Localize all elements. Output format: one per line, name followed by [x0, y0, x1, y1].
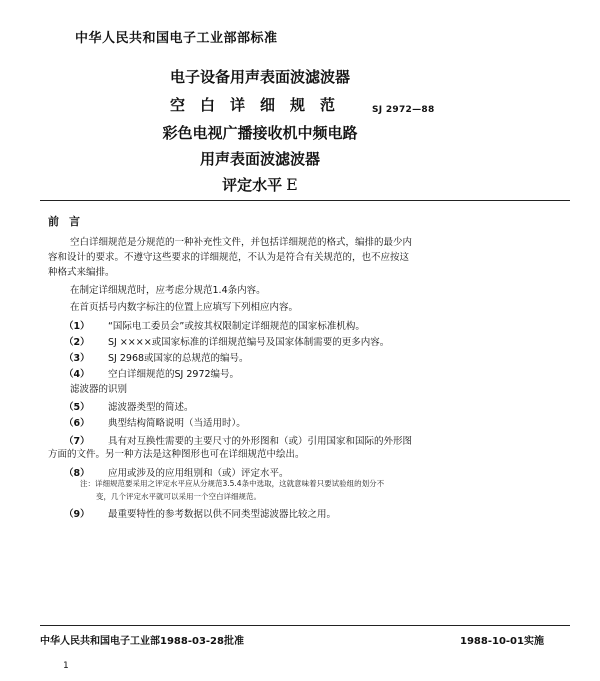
item-number: （5） [64, 402, 90, 413]
item-number: （6） [64, 418, 90, 429]
issuer-header: 中华人民共和国电子工业部部标准 [75, 31, 278, 46]
title-line-1: 电子设备用声表面波滤波器 [169, 68, 350, 86]
title-line-2: 空白详细规范 [169, 96, 350, 114]
item-text: 应用或涉及的应用组别和（或）评定水平。 [108, 468, 289, 479]
list-item [0, 399, 600, 413]
list-item [0, 506, 600, 520]
item-number: （7） [64, 436, 90, 447]
item-text: 典型结构简略说明（当适用时）。 [108, 418, 246, 429]
top-divider [40, 200, 570, 201]
assessment-level-letter: E [286, 175, 298, 194]
item-number: （1） [64, 321, 90, 332]
item-text: SJ ××××或国家标准的详细规范编号及国家体制需要的更多内容。 [108, 337, 390, 348]
item7-continuation: 方面的文件。另一种方法是这种图形也可在详细规范中绘出。 [48, 449, 305, 460]
list-item [0, 465, 600, 479]
list-item [0, 366, 600, 380]
para2: 在制定详细规范时，应考虑分规范1.4条内容。 [70, 285, 266, 296]
bottom-divider [40, 625, 570, 626]
note-line2: 变，几个评定水平就可以采用一个空白详细规范。 [96, 492, 261, 501]
para1-line1: 空白详细规范是分规范的一种补充性文件，并包括详细规范的格式，编排的最少内 [70, 237, 413, 248]
preface-heading: 前言 [48, 215, 90, 228]
title-line-3: 彩色电视广播接收机中频电路 [162, 124, 358, 142]
list-item [0, 318, 600, 332]
issued-date: 中华人民共和国电子工业部1988-03-28批准 [40, 636, 244, 647]
para1-line2: 容和设计的要求。不遵守这些要求的详细规范，不认为是符合有关规范的，也不应按这 [48, 252, 410, 263]
item-number: （8） [64, 468, 90, 479]
item-text: 空白详细规范的SJ 2972编号。 [108, 369, 240, 380]
list-item [0, 415, 600, 429]
item-text: SJ 2968或国家的总规范的编号。 [108, 353, 249, 364]
item-number: （9） [64, 509, 90, 520]
item-text: 滤波器类型的简述。 [108, 402, 194, 413]
item-text: “国际电工委员会”或按其权限制定详细规范的国家标准机构。 [108, 321, 365, 332]
list-item [0, 350, 600, 364]
title-line-5 [0, 174, 520, 195]
title-line-4: 用声表面波滤波器 [199, 150, 320, 168]
effective-date: 1988-10-01实施 [460, 636, 544, 647]
para1-line3: 种格式来编排。 [48, 267, 115, 278]
para3: 在首页括号内数字标注的位置上应填写下列相应内容。 [70, 302, 299, 313]
item-number: （4） [64, 369, 90, 380]
page-number: 1 [63, 661, 69, 671]
list-item [0, 433, 600, 447]
note-line1: 注：详细规范要采用之评定水平应从分规范3.5.4条中选取，这就意味着只要试验组的划分不 [80, 479, 385, 488]
item-number: （3） [64, 353, 90, 364]
list-item [0, 334, 600, 348]
item-number: （2） [64, 337, 90, 348]
assessment-level-label: 评定水平 [222, 176, 283, 194]
item-text: 具有对互换性需要的主要尺寸的外形图和（或）引用国家和国际的外形图 [108, 436, 413, 447]
filter-identification-heading: 滤波器的识别 [70, 384, 128, 395]
item-text: 最重要特性的参考数据以供不同类型滤波器比较之用。 [108, 509, 337, 520]
standard-number: SJ 2972—88 [372, 105, 435, 115]
